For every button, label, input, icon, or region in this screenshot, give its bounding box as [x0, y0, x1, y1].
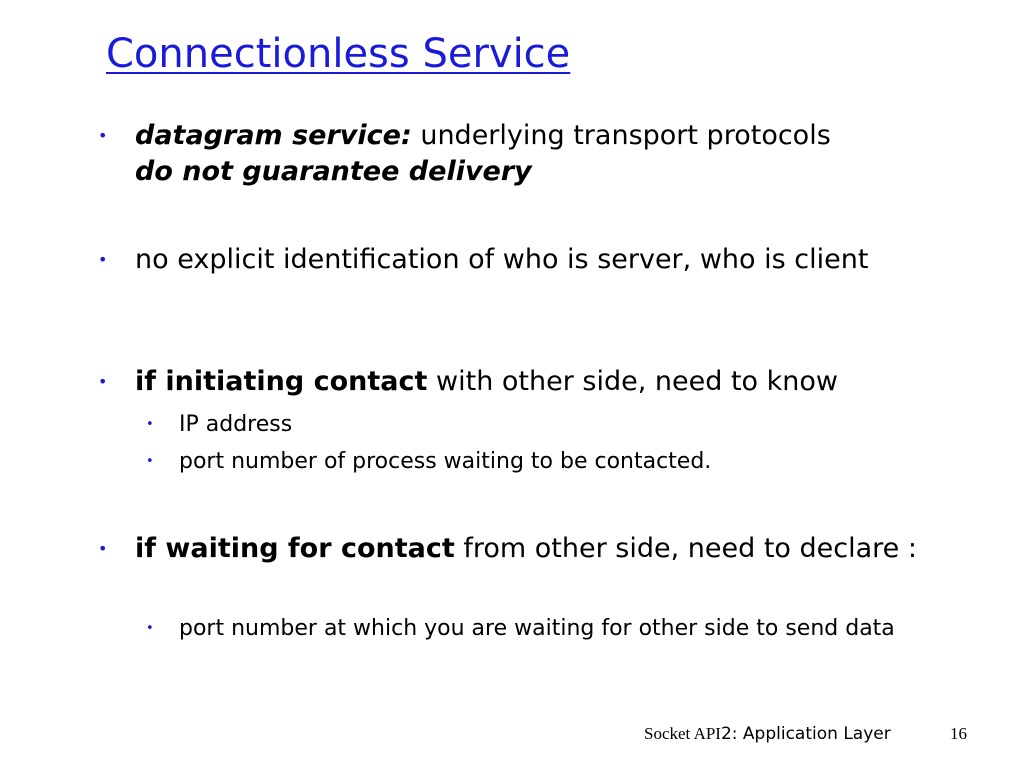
bullet-lead: datagram service: — [135, 120, 412, 151]
bullet-lead: if waiting for contact — [135, 533, 455, 564]
bullet-marker: • — [98, 250, 108, 269]
sub-bullet-marker: • — [146, 621, 154, 636]
footer-label-part1: Socket API — [644, 724, 721, 743]
bullet-text — [135, 118, 978, 190]
sub-bullet-text: port number of process waiting to be contacted. — [179, 449, 712, 474]
bullet-body: with other side, need to know — [427, 366, 838, 397]
sub-bullet-marker: • — [146, 454, 154, 469]
sub-bullet-text: IP address — [179, 412, 293, 437]
sub-bullet-item — [146, 446, 946, 477]
bullet-body: from other side, need to declare : — [454, 533, 917, 564]
bullet-body: underlying transport protocols — [411, 120, 831, 151]
page-number: 16 — [950, 724, 967, 743]
footer-label-part2: 2: Application Layer — [720, 724, 891, 744]
sub-bullet-marker: • — [146, 417, 154, 432]
bullet-item — [98, 118, 978, 190]
bullet-lead: if initiating contact — [135, 366, 428, 397]
bullet-text — [135, 364, 978, 400]
sub-bullet-text: port number at which you are waiting for other side to send data — [179, 616, 895, 641]
bullet-marker: • — [98, 372, 108, 391]
bullet-marker: • — [98, 126, 108, 145]
bullet-text — [135, 531, 978, 567]
slide-title: Connectionless Service — [106, 31, 571, 77]
bullet-emphasis: do not guarantee delivery — [135, 156, 532, 187]
sub-bullet-item — [146, 613, 946, 644]
bullet-item — [98, 364, 978, 400]
bullet-marker: • — [98, 539, 108, 558]
bullet-text: no explicit identification of who is server, who is client — [135, 244, 869, 275]
bullet-item — [98, 531, 978, 567]
sub-bullet-item — [146, 409, 946, 440]
footer-label — [644, 722, 891, 746]
bullet-item — [98, 242, 978, 278]
